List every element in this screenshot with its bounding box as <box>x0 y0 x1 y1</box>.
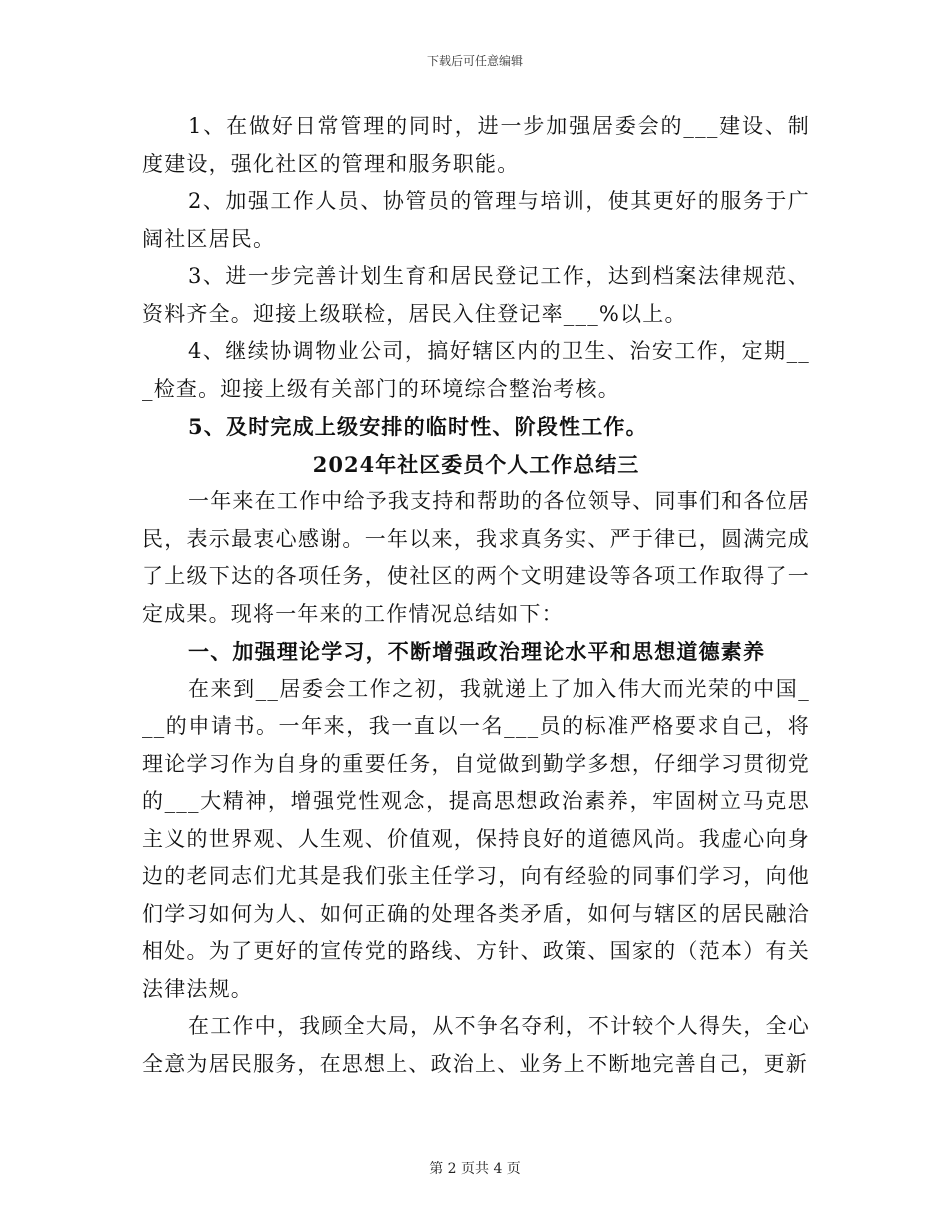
section-title: 2024年社区委员个人工作总结三 <box>312 451 640 477</box>
page-number: 第 2 页共 4 页 <box>429 1161 521 1177</box>
plan-item-2: 2、加强工作人员、协管员的管理与培训，使其更好的服务于广阔社区居民。 <box>142 189 810 251</box>
intro-paragraph: 一年来在工作中给予我支持和帮助的各位领导、同事们和各位居民，表示最衷心感谢。一年以来，我求真务实、严于律已，圆满完成了上级下达的各项任务，使社区的两个文明建设等各项工作取得了一定成果。现将一年来的工作情况总结如下： <box>142 489 810 626</box>
body-paragraph-1: 在来到__居委会工作之初，我就递上了加入伟大而光荣的中国___的申请书。一年来，我一直以一名___员的标准严格要求自己，将理论学习作为自身的重要任务，自觉做到勤学多想，仔细学习贯彻党的___大精神，增强党性观念，提高思想政治素养，牢固树立马克思主义的世界观、人生观、价值观，保持良好的道德风尚。我虚心向身边的老同志们尤其是我们张主任学习，向有经验的同事们学习，向他们学习如何为人、如何正确的处理各类矛盾，如何与辖区的居民融洽相处。为了更好的宣传党的路线、方针、政策、国家的（范本）有关法律法规。 <box>142 676 810 1001</box>
plan-item-1: 1、在做好日常管理的同时，进一步加强居委会的___建设、制度建设，强化社区的管理和服务职能。 <box>142 114 810 176</box>
document-body <box>142 108 810 1083</box>
plan-item-4: 4、继续协调物业公司，搞好辖区内的卫生、治安工作，定期___检查。迎接上级有关部门的环境综合整治考核。 <box>142 339 810 401</box>
plan-item-3: 3、进一步完善计划生育和居民登记工作，达到档案法律规范、资料齐全。迎接上级联检，居民入住登记率___%以上。 <box>142 264 810 326</box>
body-paragraph-2: 在工作中，我顾全大局，从不争名夺利，不计较个人得失，全心全意为居民服务，在思想上、政治上、业务上不断地完善自己，更新 <box>142 1014 810 1076</box>
page-header: 下载后可任意编辑 <box>426 54 523 68</box>
subsection-heading: 一、加强理论学习，不断增强政治理论水平和思想道德素养 <box>188 639 766 664</box>
plan-item-5: 5、及时完成上级安排的临时性、阶段性工作。 <box>188 414 648 439</box>
